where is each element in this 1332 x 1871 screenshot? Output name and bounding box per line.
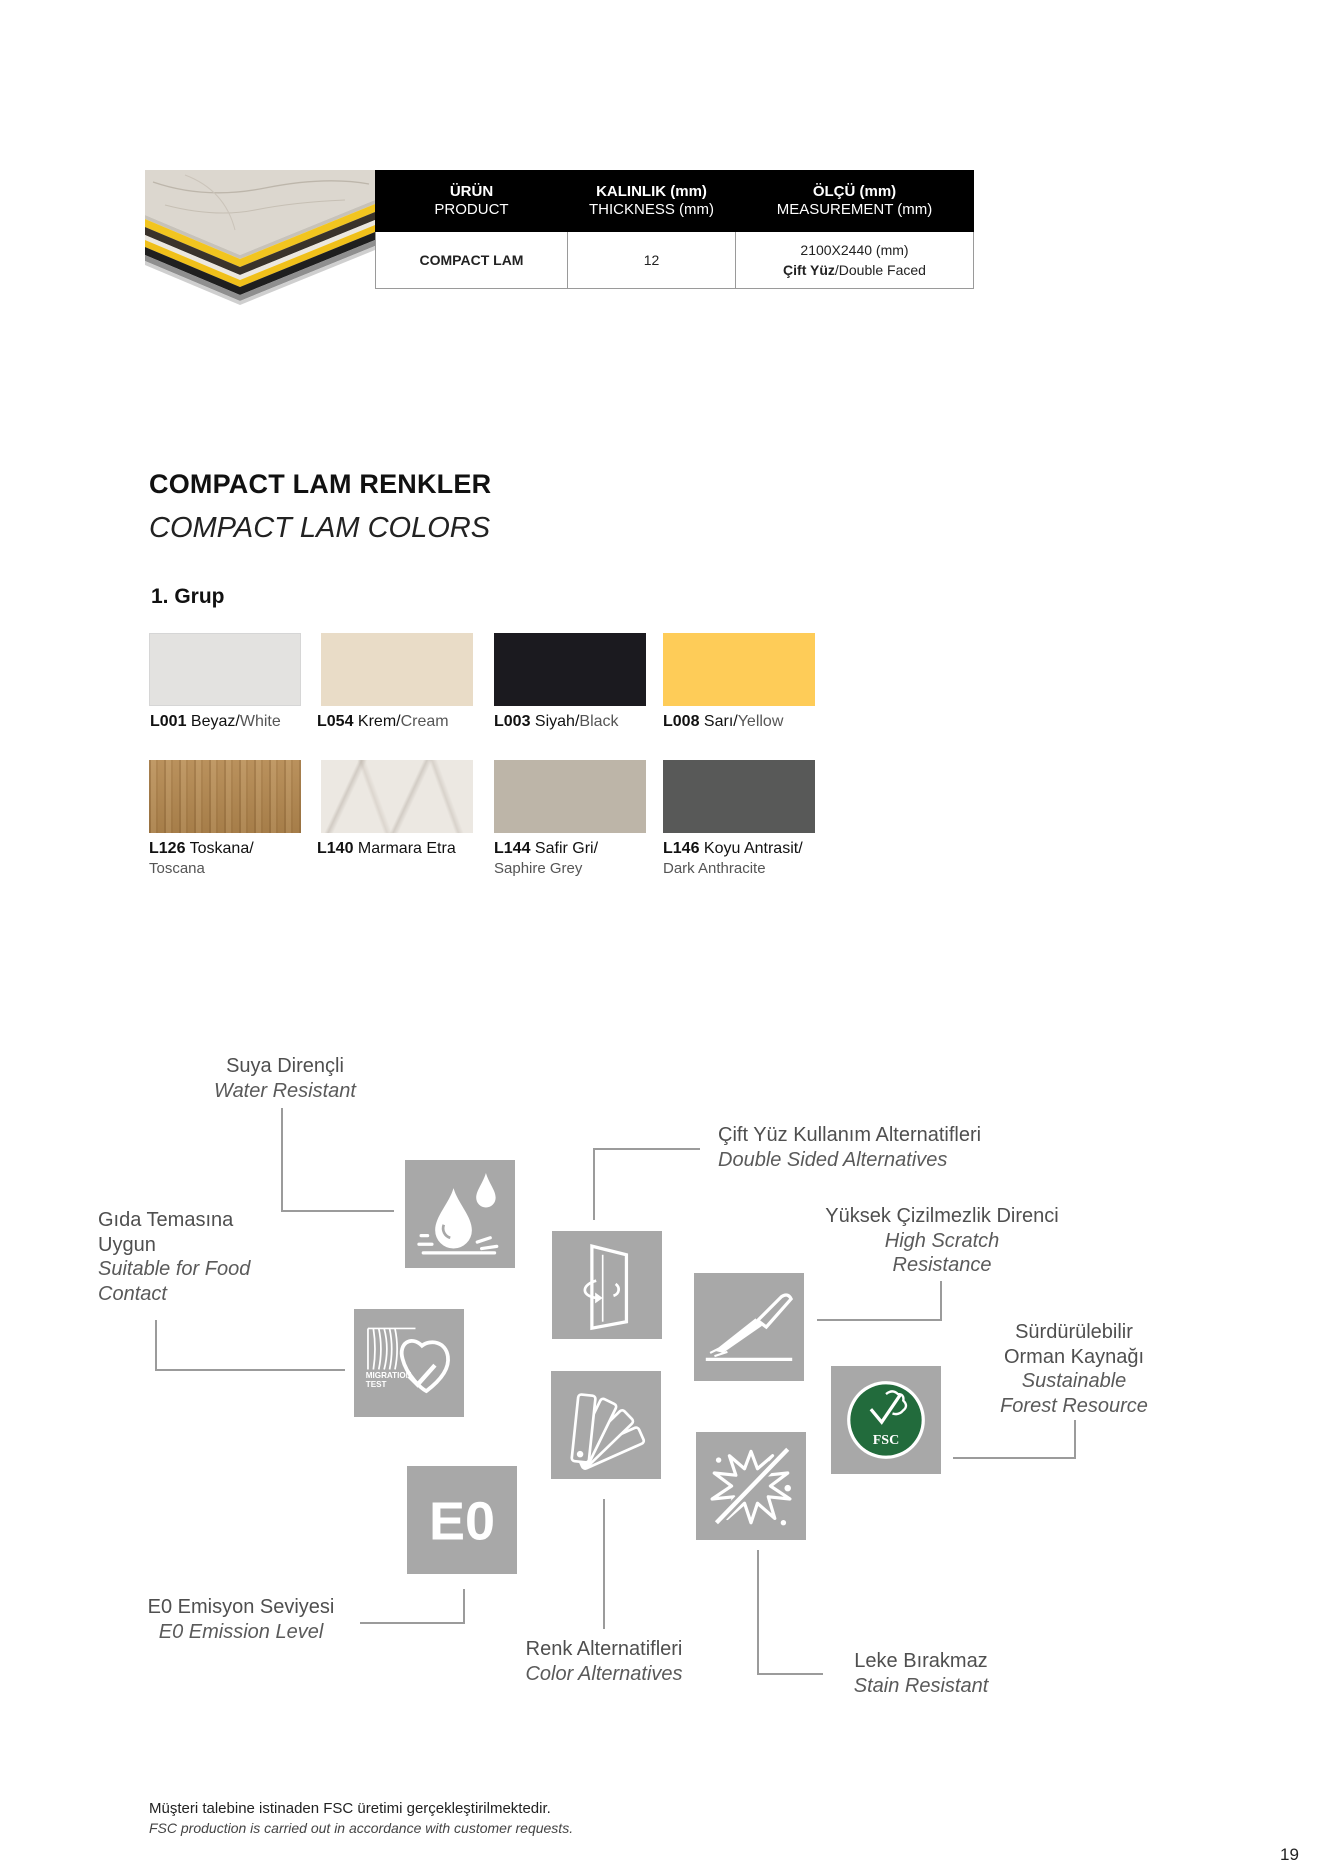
connector-fsc [953, 1420, 1075, 1458]
measurement-value: 2100X2440 (mm) [800, 242, 909, 258]
swatch-l003 [494, 633, 646, 706]
feature-label-food-contact: Gıda Temasına Uygun Suitable for Food Contact [98, 1209, 251, 1305]
feature-label-sustainable-forest: Sürdürülebilir Orman Kaynağı Sustainable Forest Resource [1000, 1321, 1148, 1417]
swatch-label-l008: L008 Sarı/Yellow [663, 713, 784, 730]
header-measurement: ÖLÇÜ (mm) MEASUREMENT (mm) [736, 171, 974, 232]
product-board-image [145, 170, 375, 310]
test-text: TEST [365, 1379, 387, 1389]
section-subtitle: COMPACT LAM COLORS [149, 512, 491, 544]
cell-measurement [736, 232, 974, 289]
swatch-label-l001: L001 Beyaz/White [150, 713, 281, 730]
group-heading: 1. Grup [151, 585, 225, 608]
cell-product: COMPACT LAM [376, 232, 568, 289]
scratch-resistance-box [694, 1273, 804, 1381]
swatch-l140 [321, 760, 473, 833]
swatch-l126 [149, 760, 301, 833]
footer-note-tr: Müşteri talebine istinaden FSC üretimi gerçekleştirilmektedir. [149, 1800, 551, 1817]
water-resistant-box [405, 1160, 515, 1268]
swatch-label-l140: L140 Marmara Etra [317, 840, 456, 857]
feature-label-water-resistant: Suya Dirençli Water Resistant [214, 1055, 356, 1102]
swatch-label-l003: L003 Siyah/Black [494, 713, 619, 730]
knife-scratch-icon [694, 1273, 804, 1381]
footer-note-en: FSC production is carried out in accordance with customer requests. [149, 1820, 574, 1836]
header-thickness: KALINLIK (mm) THICKNESS (mm) [568, 171, 736, 232]
no-stain-icon [696, 1432, 806, 1540]
swatch-label-l144: L144 Safir Gri/ Saphire Grey [494, 840, 599, 877]
face-type: Çift Yüz/Double Faced [783, 262, 926, 278]
migration-test-icon [354, 1309, 464, 1417]
swatch-label-l054: L054 Krem/Cream [317, 713, 449, 730]
swatch-label-l126: L126 Toskana/ Toscana [149, 840, 254, 877]
fsc-box [831, 1366, 941, 1474]
feature-label-scratch-resistance: Yüksek Çizilmezlik Direnci High Scratch Resistance [825, 1205, 1059, 1276]
feature-label-double-sided: Çift Yüz Kullanım Alternatifleri Double Sided Alternatives [718, 1124, 982, 1171]
connector-double-sided [594, 1149, 700, 1220]
swatch-l054 [321, 633, 473, 706]
connector-e0 [360, 1589, 464, 1623]
stain-resistant-box [696, 1432, 806, 1540]
feature-label-color-alternatives: Renk Alternatifleri Color Alternatives [525, 1638, 683, 1685]
feature-label-e0-emission: E0 Emisyon Seviyesi E0 Emission Level [147, 1596, 335, 1643]
color-fan-icon [551, 1371, 661, 1479]
svg-text:FSC: FSC [872, 1431, 900, 1448]
swatch-label-l146: L146 Koyu Antrasit/ Dark Anthracite [663, 840, 803, 877]
swatch-l144 [494, 760, 646, 833]
connector-water [282, 1108, 394, 1211]
svg-text:E0: E0 [428, 1491, 496, 1552]
e0-icon [407, 1466, 517, 1574]
swatch-l008 [663, 633, 815, 706]
e0-emission-box [407, 1466, 517, 1574]
section-title: COMPACT LAM RENKLER [149, 469, 492, 499]
table-row [376, 232, 974, 289]
food-contact-box [354, 1309, 464, 1417]
connector-scratch [817, 1281, 941, 1320]
double-sided-box [552, 1231, 662, 1339]
cell-thickness: 12 [568, 232, 736, 289]
page-number: 19 [1280, 1845, 1299, 1864]
migration-text: MIGRATION [365, 1371, 412, 1381]
swatch-l146 [663, 760, 815, 833]
water-drop-icon [405, 1160, 515, 1268]
product-spec-table [375, 170, 974, 289]
color-alternatives-box [551, 1371, 661, 1479]
double-sided-panel-icon [552, 1231, 662, 1339]
header-product: ÜRÜN PRODUCT [376, 171, 568, 232]
connector-food [156, 1320, 345, 1370]
swatch-l001 [149, 633, 301, 706]
fsc-logo-icon [831, 1366, 941, 1474]
feature-label-stain-resistant: Leke Bırakmaz Stain Resistant [853, 1650, 989, 1697]
table-header-row [376, 171, 974, 232]
